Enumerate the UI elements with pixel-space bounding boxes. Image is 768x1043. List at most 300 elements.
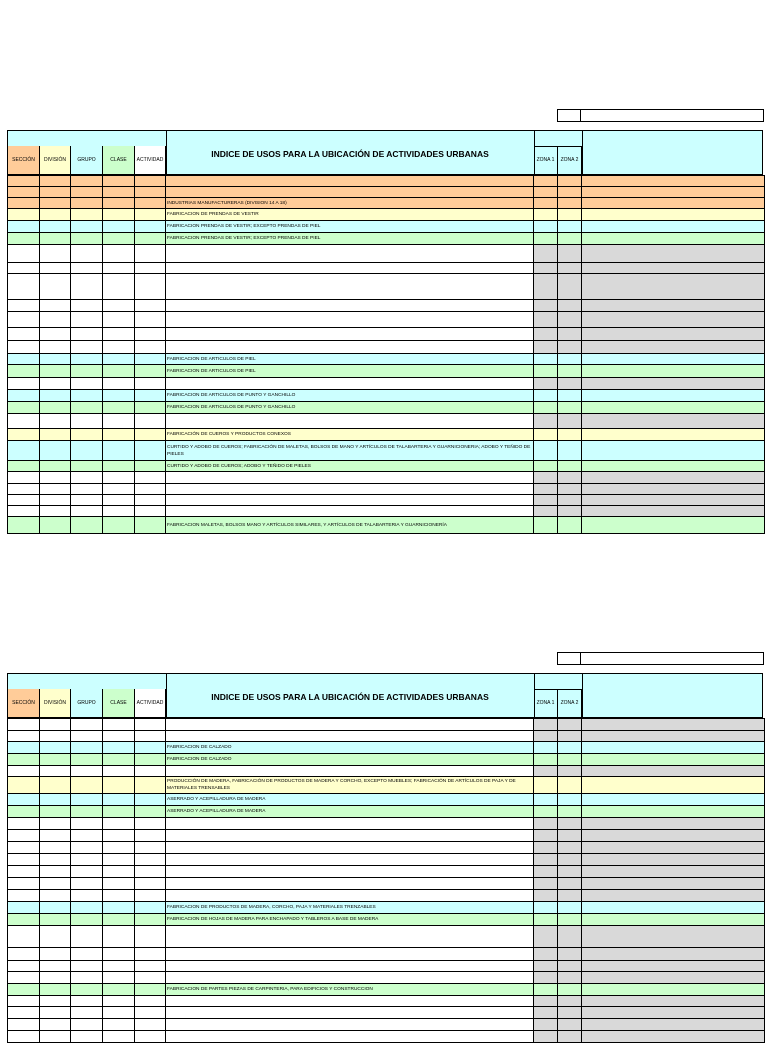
actividad-cell <box>135 719 166 731</box>
actividad-cell <box>135 484 166 495</box>
division-cell <box>40 176 71 187</box>
notes-cell <box>582 1007 765 1019</box>
grupo-cell <box>71 742 103 754</box>
table-row <box>8 1031 765 1043</box>
zona-1-cell <box>534 830 558 842</box>
seccion-cell <box>8 842 40 854</box>
notes-cell <box>582 506 765 517</box>
col-header-zona-2: ZONA 2 <box>558 146 582 174</box>
seccion-cell <box>8 414 40 429</box>
zona-1-cell <box>534 187 558 198</box>
actividad-cell <box>135 209 166 221</box>
zona-1-cell <box>534 341 558 354</box>
clase-cell <box>103 274 135 300</box>
clase-cell <box>103 209 135 221</box>
actividad-cell <box>135 245 166 263</box>
description-cell <box>166 1031 534 1043</box>
zona-2-cell <box>558 312 582 328</box>
zona-1-cell <box>534 354 558 365</box>
description-cell <box>166 842 534 854</box>
zona-2-cell <box>558 1031 582 1043</box>
zona-2-cell <box>558 731 582 742</box>
description-cell <box>166 996 534 1007</box>
actividad-cell <box>135 328 166 341</box>
zona-2-cell <box>558 221 582 233</box>
seccion-cell <box>8 221 40 233</box>
zona-1-cell <box>534 731 558 742</box>
grupo-cell <box>71 312 103 328</box>
zona-1-cell <box>534 1007 558 1019</box>
description-cell: FABRICACION MALETAS, BOLSOS MANO Y ARTÍCULOS SIMILARES, Y ARTÍCULOS DE TALABARTERIA Y GUARNICIONERÍA <box>166 517 534 534</box>
actividad-cell <box>135 818 166 830</box>
clase-cell <box>103 731 135 742</box>
zona-1-cell <box>534 890 558 902</box>
table-row <box>8 198 765 209</box>
actividad-cell <box>135 996 166 1007</box>
seccion-cell <box>8 902 40 914</box>
zona-2-cell <box>558 354 582 365</box>
zona-2-cell <box>558 176 582 187</box>
zona-1-cell <box>534 209 558 221</box>
zona-1-cell <box>534 984 558 996</box>
seccion-cell <box>8 794 40 806</box>
description-cell: FABRICACION PRENDAS DE VESTIR; EXCEPTO PRENDAS DE PIEL <box>166 233 534 245</box>
description-cell <box>166 766 534 777</box>
page-number-box-2 <box>557 652 581 665</box>
division-cell <box>40 948 71 961</box>
division-cell <box>40 441 71 461</box>
division-cell <box>40 209 71 221</box>
table-row <box>8 274 765 300</box>
grupo-cell <box>71 806 103 818</box>
description-cell <box>166 378 534 390</box>
actividad-cell <box>135 198 166 209</box>
notes-cell <box>582 731 765 742</box>
notes-cell <box>582 961 765 972</box>
description-cell <box>166 854 534 866</box>
actividad-cell <box>135 914 166 926</box>
description-cell <box>166 495 534 506</box>
actividad-cell <box>135 378 166 390</box>
zona-1-cell <box>534 328 558 341</box>
division-cell <box>40 854 71 866</box>
actividad-cell <box>135 1019 166 1031</box>
description-cell: FABRICACION DE ARTICULOS DE PUNTO Y GANCHILLO <box>166 390 534 402</box>
description-cell <box>166 414 534 429</box>
col-header-actividad: ACTIVIDAD <box>135 146 166 174</box>
division-cell <box>40 495 71 506</box>
division-cell <box>40 731 71 742</box>
division-cell <box>40 198 71 209</box>
clase-cell <box>103 1007 135 1019</box>
division-cell <box>40 354 71 365</box>
actividad-cell <box>135 312 166 328</box>
description-cell <box>166 312 534 328</box>
zona-1-cell <box>534 472 558 484</box>
actividad-cell <box>135 926 166 948</box>
actividad-cell <box>135 221 166 233</box>
zona-2-cell <box>558 245 582 263</box>
table-row <box>8 1019 765 1031</box>
zona-1-cell <box>534 777 558 794</box>
table-row <box>8 1007 765 1019</box>
actividad-cell <box>135 742 166 754</box>
notes-cell <box>582 902 765 914</box>
table-row <box>8 996 765 1007</box>
zona-1-cell <box>534 948 558 961</box>
division-cell <box>40 263 71 274</box>
clase-cell <box>103 312 135 328</box>
clase-cell <box>103 754 135 766</box>
division-cell <box>40 777 71 794</box>
table-row <box>8 263 765 274</box>
page-number-box-1 <box>557 109 581 122</box>
division-cell <box>40 484 71 495</box>
clase-cell <box>103 365 135 378</box>
grupo-cell <box>71 1031 103 1043</box>
zona-2-cell <box>558 806 582 818</box>
division-cell <box>40 866 71 878</box>
zona-2-cell <box>558 506 582 517</box>
notes-cell <box>582 984 765 996</box>
seccion-cell <box>8 830 40 842</box>
table-row <box>8 328 765 341</box>
description-cell <box>166 878 534 890</box>
grupo-cell <box>71 176 103 187</box>
actividad-cell <box>135 806 166 818</box>
table-row <box>8 461 765 472</box>
zona-1-cell <box>534 878 558 890</box>
grupo-cell <box>71 441 103 461</box>
zona-1-cell <box>534 996 558 1007</box>
table-row <box>8 472 765 484</box>
description-cell <box>166 818 534 830</box>
zona-2-cell <box>558 328 582 341</box>
zona-2-cell <box>558 472 582 484</box>
zona-2-cell <box>558 754 582 766</box>
seccion-cell <box>8 472 40 484</box>
zona-1-cell <box>534 719 558 731</box>
description-cell <box>166 176 534 187</box>
seccion-cell <box>8 245 40 263</box>
grupo-cell <box>71 517 103 534</box>
table-row <box>8 878 765 890</box>
description-cell: FABRICACION DE ARTICULOS DE PIEL <box>166 365 534 378</box>
actividad-cell <box>135 495 166 506</box>
zona-2-cell <box>558 263 582 274</box>
grupo-cell <box>71 914 103 926</box>
grupo-cell <box>71 187 103 198</box>
grupo-cell <box>71 878 103 890</box>
notes-cell <box>582 866 765 878</box>
table-row <box>8 402 765 414</box>
zona-1-cell <box>534 429 558 441</box>
actividad-cell <box>135 472 166 484</box>
seccion-cell <box>8 198 40 209</box>
description-cell: FABRICACION DE CALZADO <box>166 754 534 766</box>
division-cell <box>40 472 71 484</box>
seccion-cell <box>8 484 40 495</box>
clase-cell <box>103 187 135 198</box>
description-cell: PRODUCCIÓN DE MADERA, FABRICACIÓN DE PRODUCTOS DE MADERA Y CORCHO, EXCEPTO MUEBLES; FABRICACIÓN DE ARTÍCULOS DE PAJA Y DE MATERIALES TRENSABLES <box>166 777 534 794</box>
description-cell: FABRICACION DE ARTICULOS DE PIEL <box>166 354 534 365</box>
page-info-box-2 <box>580 652 764 665</box>
clase-cell <box>103 506 135 517</box>
notes-cell <box>582 429 765 441</box>
seccion-cell <box>8 1031 40 1043</box>
zona-2-cell <box>558 878 582 890</box>
zona-1-cell <box>534 378 558 390</box>
division-cell <box>40 378 71 390</box>
clase-cell <box>103 300 135 312</box>
table-row <box>8 414 765 429</box>
zona-1-cell <box>534 806 558 818</box>
zona-1-cell <box>534 414 558 429</box>
notes-cell <box>582 221 765 233</box>
table-row <box>8 429 765 441</box>
description-cell <box>166 1019 534 1031</box>
division-cell <box>40 830 71 842</box>
grupo-cell <box>71 209 103 221</box>
notes-cell <box>582 328 765 341</box>
zona-1-cell <box>534 300 558 312</box>
zona-1-cell <box>534 233 558 245</box>
table-row <box>8 902 765 914</box>
clase-cell <box>103 233 135 245</box>
table-row <box>8 972 765 984</box>
zona-2-cell <box>558 948 582 961</box>
grupo-cell <box>71 378 103 390</box>
notes-cell <box>582 441 765 461</box>
notes-cell <box>582 274 765 300</box>
division-cell <box>40 506 71 517</box>
zona-2-cell <box>558 341 582 354</box>
col-header-zona-1: ZONA 1 <box>534 689 558 717</box>
actividad-cell <box>135 402 166 414</box>
seccion-cell <box>8 926 40 948</box>
grupo-cell <box>71 926 103 948</box>
zona-1-cell <box>534 517 558 534</box>
zona-1-cell <box>534 245 558 263</box>
seccion-cell <box>8 441 40 461</box>
zona-1-cell <box>534 754 558 766</box>
division-cell <box>40 902 71 914</box>
description-cell <box>166 719 534 731</box>
actividad-cell <box>135 414 166 429</box>
zona-2-cell <box>558 209 582 221</box>
description-cell <box>166 926 534 948</box>
zona-1-cell <box>534 914 558 926</box>
actividad-cell <box>135 517 166 534</box>
clase-cell <box>103 890 135 902</box>
clase-cell <box>103 176 135 187</box>
zona-2-cell <box>558 890 582 902</box>
division-cell <box>40 878 71 890</box>
division-cell <box>40 972 71 984</box>
description-cell <box>166 245 534 263</box>
table-row <box>8 221 765 233</box>
grupo-cell <box>71 842 103 854</box>
seccion-cell <box>8 1019 40 1031</box>
col-header-seccion: SECCIÓN <box>8 689 40 717</box>
seccion-cell <box>8 806 40 818</box>
division-cell <box>40 1019 71 1031</box>
seccion-cell <box>8 365 40 378</box>
grupo-cell <box>71 402 103 414</box>
grupo-cell <box>71 263 103 274</box>
page-info-box-1 <box>580 109 764 122</box>
notes-cell <box>582 818 765 830</box>
seccion-cell <box>8 341 40 354</box>
actividad-cell <box>135 429 166 441</box>
notes-cell <box>582 766 765 777</box>
seccion-cell <box>8 1007 40 1019</box>
col-header-division: DIVISIÓN <box>40 146 71 174</box>
description-cell: FABRICACION DE ARTICULOS DE PUNTO Y GANCHILLO <box>166 402 534 414</box>
table-header-2 <box>7 673 763 718</box>
seccion-cell <box>8 854 40 866</box>
col-header-clase: CLASE <box>103 146 135 174</box>
notes-cell <box>582 378 765 390</box>
description-cell <box>166 866 534 878</box>
zona-2-cell <box>558 1019 582 1031</box>
notes-cell <box>582 948 765 961</box>
seccion-cell <box>8 996 40 1007</box>
notes-cell <box>582 495 765 506</box>
zona-2-cell <box>558 926 582 948</box>
grupo-cell <box>71 996 103 1007</box>
notes-cell <box>582 742 765 754</box>
zona-1-cell <box>534 263 558 274</box>
grupo-cell <box>71 1007 103 1019</box>
division-cell <box>40 461 71 472</box>
col-header-zona-2: ZONA 2 <box>558 689 582 717</box>
division-cell <box>40 719 71 731</box>
clase-cell <box>103 341 135 354</box>
grupo-cell <box>71 731 103 742</box>
division-cell <box>40 996 71 1007</box>
notes-cell <box>582 414 765 429</box>
grupo-cell <box>71 341 103 354</box>
description-cell <box>166 972 534 984</box>
zona-1-cell <box>534 742 558 754</box>
zona-1-cell <box>534 198 558 209</box>
actividad-cell <box>135 948 166 961</box>
seccion-cell <box>8 914 40 926</box>
clase-cell <box>103 414 135 429</box>
clase-cell <box>103 818 135 830</box>
clase-cell <box>103 495 135 506</box>
clase-cell <box>103 198 135 209</box>
clase-cell <box>103 390 135 402</box>
zona-2-cell <box>558 719 582 731</box>
table-row <box>8 517 765 534</box>
division-cell <box>40 390 71 402</box>
table-row <box>8 742 765 754</box>
division-cell <box>40 414 71 429</box>
actividad-cell <box>135 830 166 842</box>
seccion-cell <box>8 354 40 365</box>
zona-2-cell <box>558 866 582 878</box>
table-row <box>8 830 765 842</box>
actividad-cell <box>135 854 166 866</box>
col-header-seccion: SECCIÓN <box>8 146 40 174</box>
notes-cell <box>582 390 765 402</box>
zona-2-cell <box>558 794 582 806</box>
description-cell <box>166 1007 534 1019</box>
zona-1-cell <box>534 766 558 777</box>
zona-2-cell <box>558 461 582 472</box>
table-row <box>8 312 765 328</box>
table-row <box>8 890 765 902</box>
notes-cell <box>582 1031 765 1043</box>
description-cell: ASERRADO Y ACEPILLADURA DE MADERA <box>166 794 534 806</box>
zona-2-cell <box>558 429 582 441</box>
zona-1-cell <box>534 866 558 878</box>
clase-cell <box>103 484 135 495</box>
table-row <box>8 365 765 378</box>
actividad-cell <box>135 300 166 312</box>
actividad-cell <box>135 972 166 984</box>
seccion-cell <box>8 972 40 984</box>
grupo-cell <box>71 719 103 731</box>
table-title: INDICE DE USOS PARA LA UBICACIÓN DE ACTIVIDADES URBANAS <box>211 149 489 159</box>
notes-cell <box>582 245 765 263</box>
zona-2-cell <box>558 984 582 996</box>
zona-1-cell <box>534 441 558 461</box>
zona-2-cell <box>558 378 582 390</box>
notes-cell <box>582 1019 765 1031</box>
division-cell <box>40 312 71 328</box>
zona-1-cell <box>534 390 558 402</box>
col-header-grupo: GRUPO <box>71 689 103 717</box>
zona-1-cell <box>534 402 558 414</box>
seccion-cell <box>8 961 40 972</box>
seccion-cell <box>8 263 40 274</box>
actividad-cell <box>135 506 166 517</box>
seccion-cell <box>8 878 40 890</box>
zona-1-cell <box>534 1031 558 1043</box>
table-row <box>8 506 765 517</box>
table-row <box>8 484 765 495</box>
grupo-cell <box>71 429 103 441</box>
zona-2-cell <box>558 517 582 534</box>
zona-1-cell <box>534 274 558 300</box>
table-row <box>8 854 765 866</box>
zona-2-cell <box>558 274 582 300</box>
clase-cell <box>103 972 135 984</box>
description-cell <box>166 472 534 484</box>
description-cell <box>166 187 534 198</box>
division-cell <box>40 429 71 441</box>
activity-table-2 <box>7 718 765 1043</box>
grupo-cell <box>71 766 103 777</box>
grupo-cell <box>71 902 103 914</box>
table-row <box>8 818 765 830</box>
grupo-cell <box>71 198 103 209</box>
seccion-cell <box>8 766 40 777</box>
zona-1-cell <box>534 794 558 806</box>
zona-1-cell <box>534 461 558 472</box>
notes-cell <box>582 472 765 484</box>
seccion-cell <box>8 176 40 187</box>
table-row <box>8 866 765 878</box>
zona-1-cell <box>534 961 558 972</box>
description-cell: FABRICACION DE PRENDAS DE VESTIR <box>166 209 534 221</box>
notes-cell <box>582 233 765 245</box>
zona-1-cell <box>534 926 558 948</box>
table-title: INDICE DE USOS PARA LA UBICACIÓN DE ACTIVIDADES URBANAS <box>211 692 489 702</box>
